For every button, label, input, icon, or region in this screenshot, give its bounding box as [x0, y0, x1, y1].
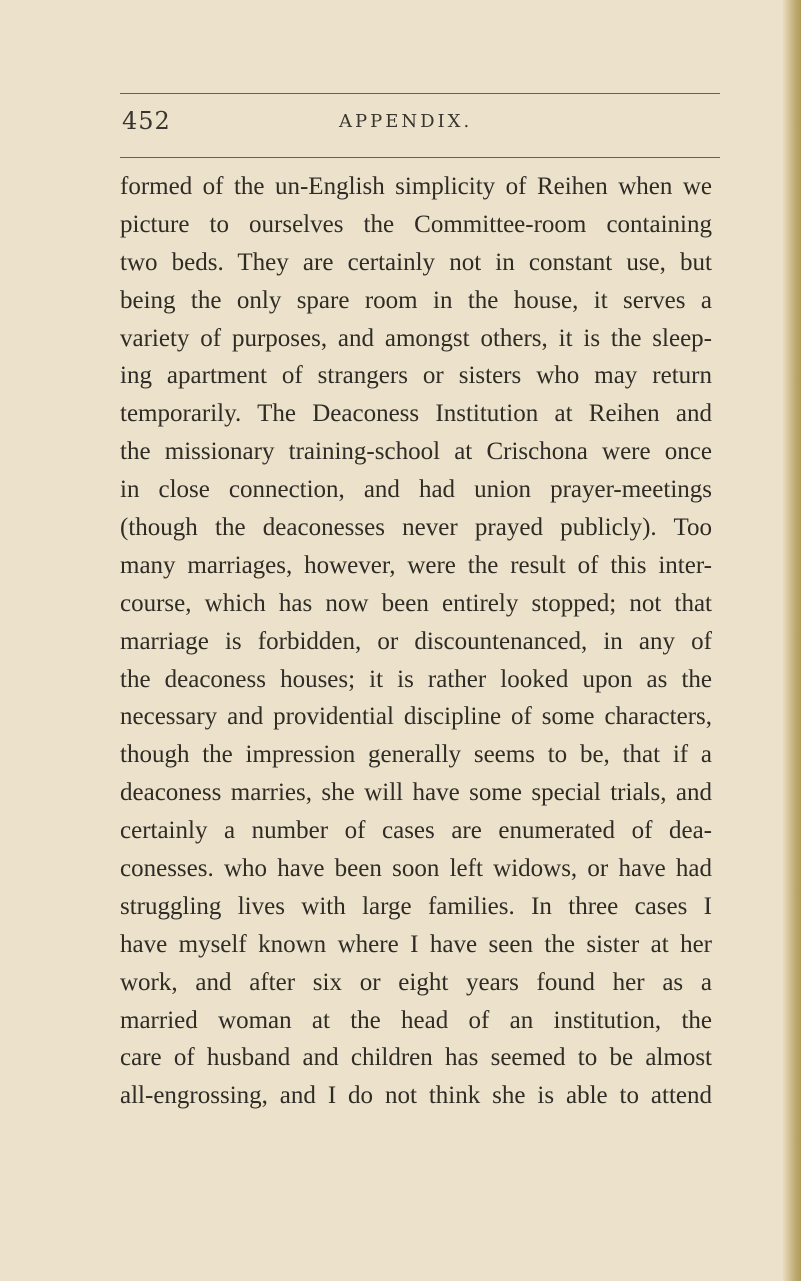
text-line: marriage is forbidden, or discountenanced, in any of [120, 627, 712, 655]
header-rule-bottom [120, 157, 720, 158]
text-line: conesses. who have been soon left widows, or have had [120, 855, 712, 883]
text-line: the missionary training-school at Crischona were once [120, 438, 712, 466]
text-line: though the impression generally seems to be, that if a [120, 741, 712, 769]
text-line: work, and after six or eight years found her as a [120, 968, 712, 996]
text-line: formed of the un-English simplicity of Reihen when we [120, 173, 712, 200]
text-line: variety of purposes, and amongst others, it is the sleep- [120, 324, 712, 352]
text-line: temporarily. The Deaconess Institution at Reihen and [120, 400, 712, 428]
running-head: APPENDIX. [339, 111, 473, 132]
text-line: (though the deaconesses never prayed publicly). Too [120, 514, 712, 542]
text-line: being the only spare room in the house, it serves a [120, 286, 712, 314]
text-line: ing apartment of strangers or sisters who may return [120, 362, 712, 390]
page-edge-shadow [783, 0, 801, 1281]
text-line: the deaconess houses; it is rather looked upon as the [120, 665, 712, 693]
text-line: course, which has now been entirely stopped; not that [120, 589, 712, 617]
page-number: 452 [122, 107, 171, 135]
text-line: certainly a number of cases are enumerated of dea- [120, 817, 712, 845]
text-line: all-engrossing, and I do not think she is able to attend [120, 1082, 712, 1110]
text-line: picture to ourselves the Committee-room containing [120, 210, 712, 238]
text-line: in close connection, and had union prayer-meetings [120, 476, 712, 504]
text-line: have myself known where I have seen the sister at her [120, 930, 712, 958]
text-line: struggling lives with large families. In three cases I [120, 892, 712, 920]
text-line: necessary and providential discipline of some characters, [120, 703, 712, 731]
text-line: deaconess marries, she will have some special trials, and [120, 779, 712, 807]
text-line: care of husband and children has seemed to be almost [120, 1044, 712, 1072]
text-line: many marriages, however, were the result of this inter- [120, 551, 712, 579]
body-text [120, 168, 712, 1115]
header-rule-top [120, 93, 720, 94]
text-line: two beds. They are certainly not in constant use, but [120, 248, 712, 276]
text-line: married woman at the head of an institution, the [120, 1006, 712, 1034]
